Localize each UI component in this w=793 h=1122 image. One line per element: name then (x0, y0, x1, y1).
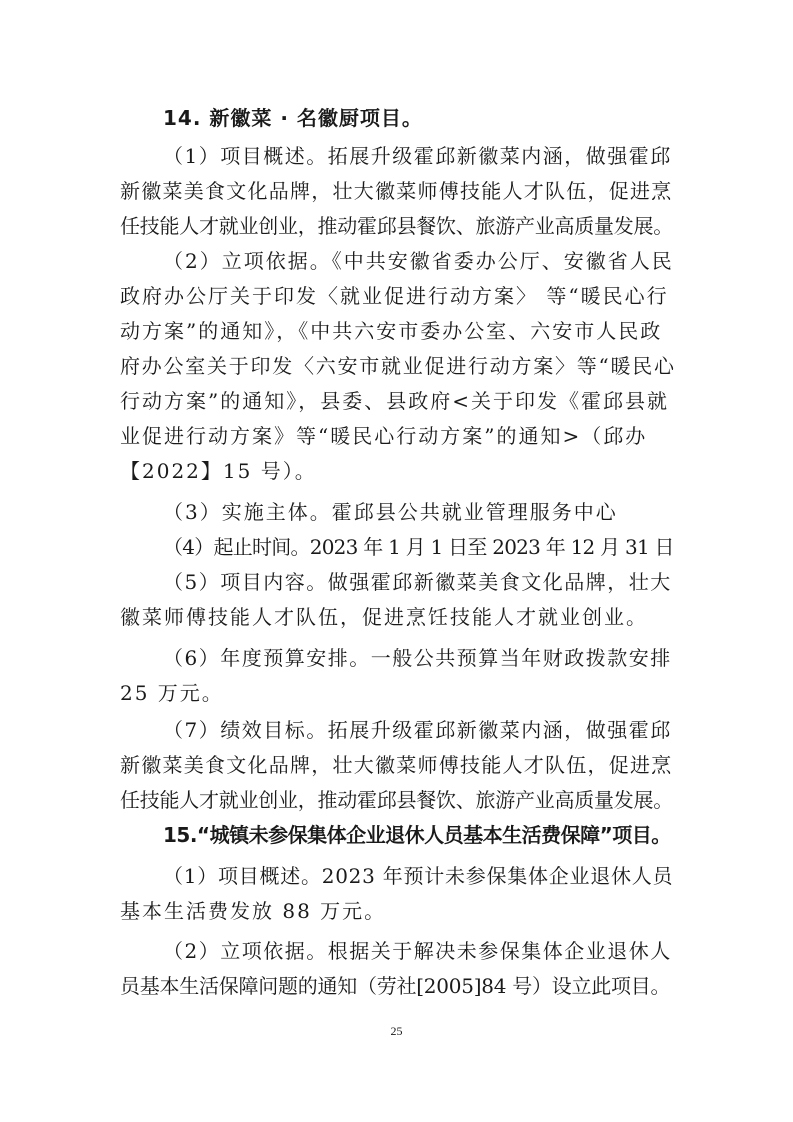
paragraph-line: 任技能人才就业创业，推动霍邱县餐饮、旅游产业高质量发展。 (120, 214, 673, 238)
paragraph-line: （2）立项依据。根据关于解决未参保集体企业退休人 (163, 939, 672, 963)
paragraph-line: 任技能人才就业创业，推动霍邱县餐饮、旅游产业高质量发展。 (120, 788, 673, 812)
paragraph-line: 徽菜师傅技能人才队伍，促进烹饪技能人才就业创业。 (120, 605, 648, 629)
paragraph-line: （1）项目概述。2023 年预计未参保集体企业退休人员 (163, 864, 674, 888)
paragraph-line: 员基本生活保障问题的通知（劳社[2005]84 号）设立此项目。 (120, 974, 671, 998)
paragraph-line: （1）项目概述。拓展升级霍邱新徽菜内涵，做强霍邱 (163, 144, 672, 168)
paragraph-line: 25 万元。 (120, 681, 224, 705)
paragraph-line: （3）实施主体。霍邱县公共就业管理服务中心 (163, 500, 618, 524)
paragraph-line: 动方案”的通知》，《中共六安市委办公室、六安市人民政 (120, 319, 663, 343)
paragraph-line: （5）项目内容。做强霍邱新徽菜美食文化品牌，壮大 (163, 570, 672, 594)
paragraph-line: 新徽菜美食文化品牌，壮大徽菜师傅技能人才队伍，促进烹 (120, 753, 673, 777)
page-number: 25 (390, 1024, 403, 1038)
paragraph-line: （6）年度预算安排。一般公共预算当年财政拨款安排 (163, 646, 672, 670)
paragraph-line: 【2022】15 号）。 (120, 459, 317, 483)
paragraph-line: （4）起止时间。2023 年 1 月 1 日至 2023 年 12 月 31 日 (163, 535, 674, 559)
paragraph-line: 府办公室关于印发〈六安市就业促进行动方案〉等“暖民心 (120, 354, 676, 378)
paragraph-line: （7）绩效目标。拓展升级霍邱新徽菜内涵，做强霍邱 (163, 718, 672, 742)
paragraph-line: 业促进行动方案》等“暖民心行动方案”的通知>（邱办 (120, 424, 648, 448)
paragraph-line: （2）立项依据。《中共安徽省委办公厅、安徽省人民 (163, 249, 674, 273)
paragraph-line: 政府办公厅关于印发〈就业促进行动方案〉 等“暖民心行 (120, 284, 669, 308)
section-heading-14: 14. 新徽菜 · 名徽厨项目。 (163, 106, 423, 130)
paragraph-line: 行动方案”的通知》，县委、县政府<关于印发《霍邱县就 (120, 389, 669, 413)
section-heading-15: 15.“城镇未参保集体企业退休人员基本生活费保障”项目。 (163, 823, 671, 847)
paragraph-line: 新徽菜美食文化品牌，壮大徽菜师傅技能人才队伍，促进烹 (120, 179, 673, 203)
paragraph-line: 基本生活费发放 88 万元。 (120, 899, 387, 923)
